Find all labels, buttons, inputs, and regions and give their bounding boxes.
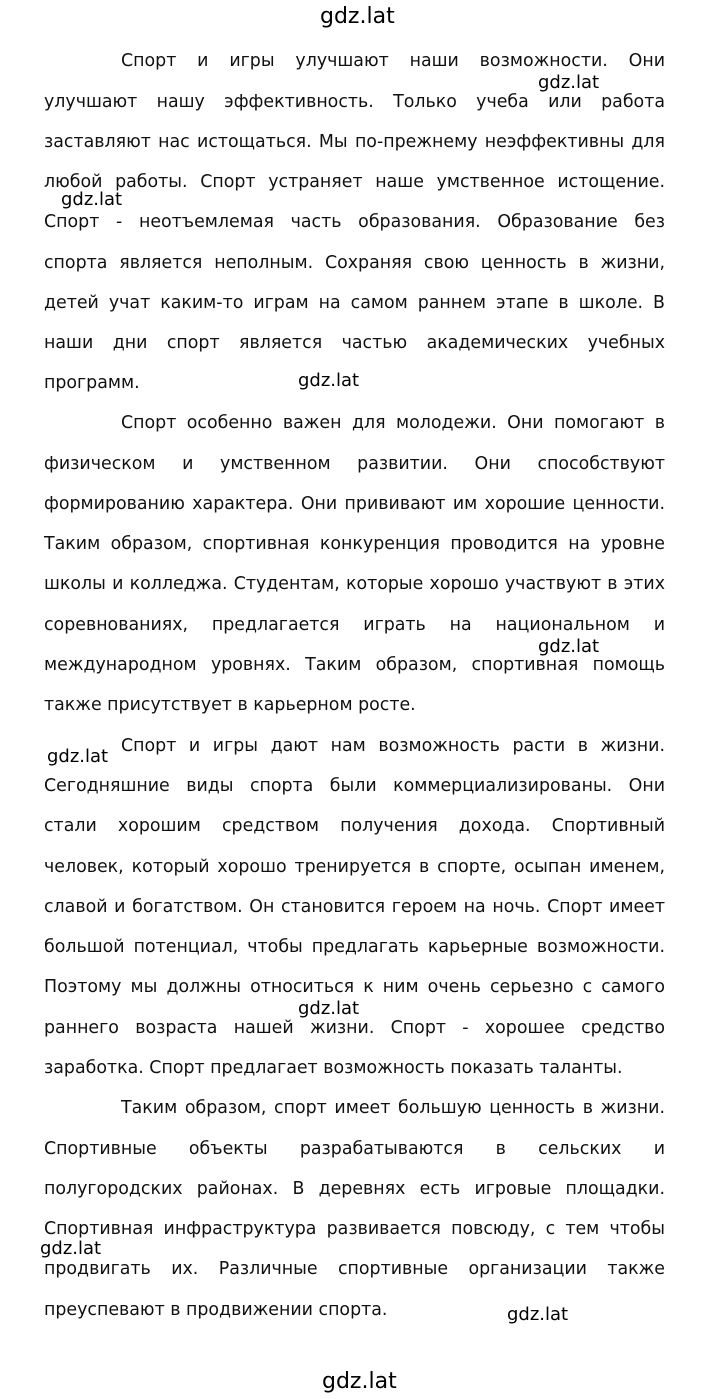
text-line: человек, который хорошо тренируется в спорте, осыпан именем,	[44, 857, 665, 877]
text-line: также присутствует в карьерном росте.	[44, 695, 416, 715]
text-line: стали хорошим средством получения дохода. Спортивный	[44, 816, 665, 836]
text-line: международном уровнях. Таким образом, спортивная помощь	[44, 655, 665, 675]
text-line: славой и богатством. Он становится героем на ночь. Спорт имеет	[44, 897, 665, 917]
text-line: Сегодняшние виды спорта были коммерциализированы. Они	[44, 776, 665, 796]
text-line: любой работы. Спорт устраняет наше умственное истощение.	[44, 172, 665, 192]
text-line: Спорт особенно важен для молодежи. Они помогают в	[121, 413, 665, 433]
text-line: раннего возраста нашей жизни. Спорт - хорошее средство	[44, 1018, 665, 1038]
text-line: Спортивные объекты разрабатываются в сельских и	[44, 1139, 665, 1159]
text-line: Спорт и игры дают нам возможность расти в жизни.	[121, 736, 665, 756]
text-line: школы и колледжа. Студентам, которые хорошо участвуют в этих	[44, 574, 665, 594]
watermark-top: gdz.lat	[320, 4, 395, 29]
watermark: gdz.lat	[298, 370, 360, 391]
text-line: заработка. Спорт предлагает возможность показать таланты.	[44, 1058, 623, 1078]
watermark: gdz.lat	[507, 1304, 569, 1325]
text-line: программ.	[44, 373, 140, 393]
watermark: gdz.lat	[538, 636, 600, 657]
text-line: детей учат каким-то играм на самом раннем этапе в школе. В	[44, 293, 665, 313]
text-line: продвигать их. Различные спортивные организации также	[44, 1259, 665, 1279]
text-line: улучшают нашу эффективность. Только учеба или работа	[44, 92, 665, 112]
watermark-bottom: gdz.lat	[322, 1369, 397, 1394]
watermark: gdz.lat	[538, 72, 600, 93]
text-line: большой потенциал, чтобы предлагать карьерные возможности.	[44, 937, 665, 957]
text-line: Таким образом, спорт имеет большую ценность в жизни.	[121, 1098, 665, 1118]
text-line: соревнованиях, предлагается играть на национальном и	[44, 615, 665, 635]
text-line: спорта является неполным. Сохраняя свою ценность в жизни,	[44, 253, 665, 273]
watermark: gdz.lat	[47, 746, 109, 767]
text-line: Поэтому мы должны относиться к ним очень серьезно с самого	[44, 977, 665, 997]
text-line: Спорт и игры улучшают наши возможности. Они	[121, 51, 665, 71]
text-line: физическом и умственном развитии. Они способствуют	[44, 454, 665, 474]
text-line: полугородских районах. В деревнях есть игровые площадки.	[44, 1179, 665, 1199]
watermark: gdz.lat	[298, 998, 360, 1019]
text-line: заставляют нас истощаться. Мы по-прежнему неэффективны для	[44, 132, 665, 152]
text-line: Таким образом, спортивная конкуренция проводится на уровне	[44, 534, 665, 554]
text-line: формированию характера. Они прививают им хорошие ценности.	[44, 494, 665, 514]
text-line: преуспевают в продвижении спорта.	[44, 1300, 388, 1320]
text-line: Спортивная инфраструктура развивается повсюду, с тем чтобы	[44, 1219, 665, 1239]
text-line: Спорт - неотъемлемая часть образования. Образование без	[44, 212, 665, 232]
watermark: gdz.lat	[61, 189, 123, 210]
text-line: наши дни спорт является частью академических учебных	[44, 333, 665, 353]
watermark: gdz.lat	[40, 1238, 102, 1259]
